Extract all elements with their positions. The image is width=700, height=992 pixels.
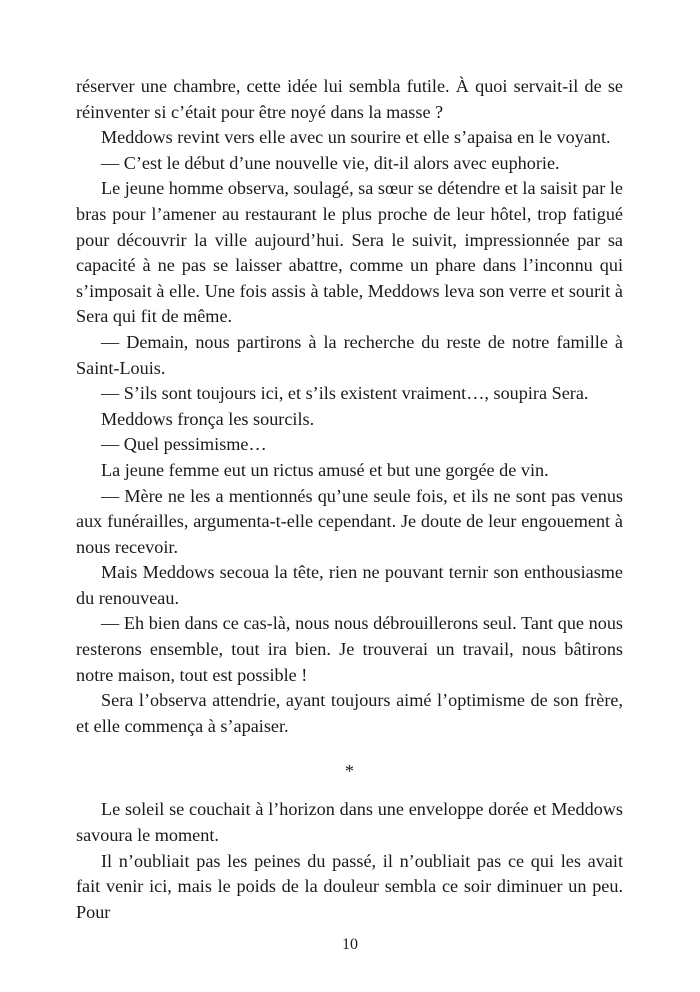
paragraph: Meddows revint vers elle avec un sourire et elle s’apaisa en le voyant. (101, 127, 611, 148)
paragraph: — S’ils sont toujours ici, et s’ils existent vraiment…, soupira Sera. (101, 383, 589, 404)
paragraph: Le jeune homme observa, soulagé, sa sœur se détendre et la saisit par le bras pour l’amener au restaurant le plus proche de leur hôtel, trop fatigué pour découvrir la ville aujourd’hui. Sera le suivit, impressionnée par sa capacité à ne pas se laisser abattre, comme un phare dans l’inconnu qui s’imposait à elle. Une fois assis à table, Meddows leva son verre et sourit à Sera qui fit de même. (76, 178, 623, 327)
paragraph: — Eh bien dans ce cas-là, nous nous débrouillerons seul. Tant que nous resterons ensemble, tout ira bien. Je trouverai un travail, nous bâtirons notre maison, tout est possible ! (76, 613, 623, 685)
paragraph: — Quel pessimisme… (101, 434, 267, 455)
paragraph: Meddows fronça les sourcils. (101, 408, 315, 429)
paragraph: Mais Meddows secoua la tête, rien ne pouvant ternir son enthousiasme du renouveau. (76, 562, 623, 608)
paragraph: — C’est le début d’une nouvelle vie, dit-il alors avec euphorie. (101, 152, 560, 173)
paragraph: — Mère ne les a mentionnés qu’une seule fois, et ils ne sont pas venus aux funérailles, argumenta-t-elle cependant. Je doute de leur engouement à nous recevoir. (76, 485, 623, 557)
paragraph: Il n’oubliait pas les peines du passé, il n’oubliait pas ce qui les avait fait venir ici, mais le poids de la douleur sembla ce soir diminuer un peu. Pour (76, 850, 623, 922)
text-before-separator (76, 74, 623, 739)
paragraph: La jeune femme eut un rictus amusé et but une gorgée de vin. (101, 459, 549, 480)
page-body (76, 74, 623, 925)
page-number: 10 (342, 936, 358, 953)
paragraph: réserver une chambre, cette idée lui sembla futile. À quoi servait-il de se réinventer si c’était pour être noyé dans la masse ? (76, 76, 623, 122)
text-after-separator (76, 797, 623, 925)
paragraph: Sera l’observa attendrie, ayant toujours aimé l’optimisme de son frère, et elle commença à s’apaiser. (76, 690, 623, 736)
scene-break: * (345, 761, 354, 782)
paragraph: Le soleil se couchait à l’horizon dans une enveloppe dorée et Meddows savoura le moment. (76, 799, 623, 846)
paragraph: — Demain, nous partirons à la recherche du reste de notre famille à Saint-Louis. (76, 331, 623, 378)
